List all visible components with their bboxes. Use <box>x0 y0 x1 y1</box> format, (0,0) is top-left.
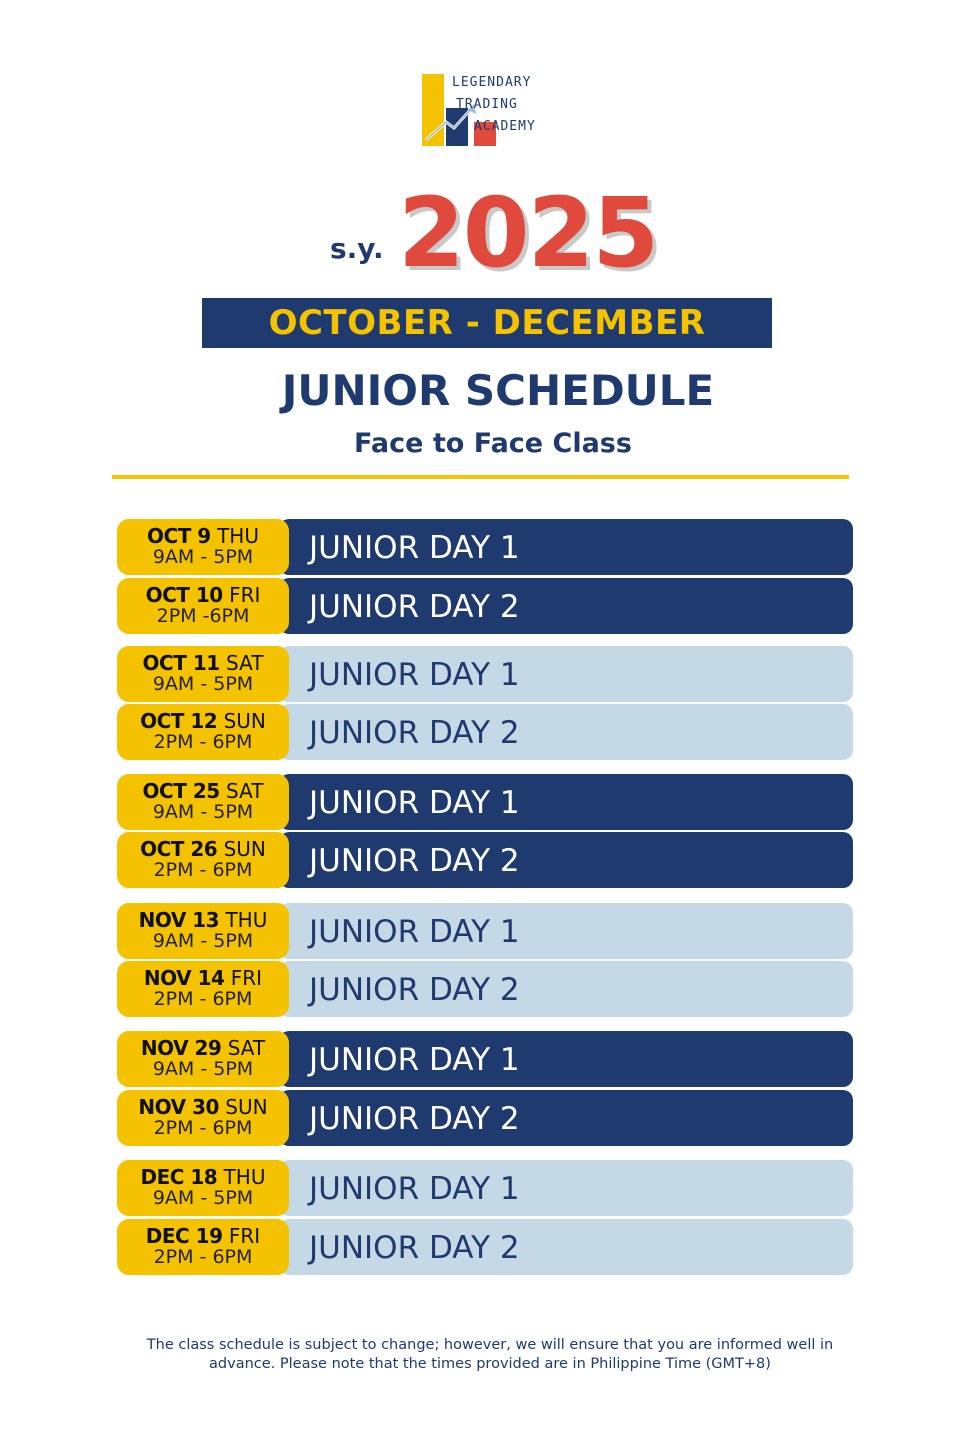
logo-line-2: TRADING <box>456 97 518 112</box>
session-time: 9AM - 5PM <box>152 930 254 952</box>
period-banner <box>202 298 772 348</box>
logo-line-3: ACADEMY <box>474 119 536 134</box>
schedule-row <box>117 832 853 888</box>
date-month-day: OCT 10 <box>145 583 223 607</box>
schedule-row <box>117 519 853 575</box>
footer-note <box>0 1336 960 1374</box>
date-month-day: DEC 19 <box>145 1224 223 1248</box>
date-weekday: FRI <box>230 966 263 990</box>
date-badge <box>117 1219 289 1275</box>
session-time: 9AM - 5PM <box>152 1187 254 1209</box>
session-label: JUNIOR DAY 1 <box>309 1042 520 1078</box>
session-label: JUNIOR DAY 1 <box>309 1171 520 1207</box>
session-time: 9AM - 5PM <box>152 673 254 695</box>
schedule-row <box>117 646 853 702</box>
school-year: 2025 <box>398 177 658 289</box>
date-month-day: OCT 25 <box>142 779 220 803</box>
date-month-day: OCT 11 <box>142 651 220 675</box>
date-badge <box>117 578 289 634</box>
session-time: 2PM -6PM <box>156 605 250 627</box>
schedule-row <box>117 1160 853 1216</box>
date-line <box>117 1219 289 1247</box>
date-weekday: SAT <box>226 779 264 803</box>
page-title: JUNIOR SCHEDULE <box>281 366 715 415</box>
session-time: 9AM - 5PM <box>152 801 254 823</box>
schedule-row <box>117 903 853 959</box>
session-label: JUNIOR DAY 1 <box>309 657 520 693</box>
date-line <box>117 1160 289 1188</box>
schedule-row <box>117 1031 853 1087</box>
divider <box>112 475 849 479</box>
date-line <box>117 1031 289 1059</box>
logo-line-1: LEGENDARY <box>452 75 532 90</box>
schedule-row <box>117 1219 853 1275</box>
date-line <box>117 961 289 989</box>
date-month-day: NOV 30 <box>138 1095 219 1119</box>
date-badge <box>117 519 289 575</box>
date-line <box>117 646 289 674</box>
date-line <box>117 578 289 606</box>
schedule-row <box>117 961 853 1017</box>
session-label: JUNIOR DAY 2 <box>309 1101 520 1137</box>
academy-logo <box>422 72 572 148</box>
date-month-day: NOV 29 <box>140 1036 222 1060</box>
date-weekday: THU <box>223 1165 266 1189</box>
session-label: JUNIOR DAY 2 <box>309 843 520 879</box>
date-weekday: THU <box>225 908 268 932</box>
page-subtitle: Face to Face Class <box>354 428 632 459</box>
session-time: 2PM - 6PM <box>153 1246 253 1268</box>
footer-note-line-2: advance. Please note that the times provided are in Philippine Time (GMT+8) <box>209 1356 771 1372</box>
date-badge <box>117 1031 289 1087</box>
session-time: 2PM - 6PM <box>153 1117 253 1139</box>
session-label: JUNIOR DAY 2 <box>309 715 520 751</box>
date-month-day: OCT 9 <box>147 524 211 548</box>
date-month-day: NOV 13 <box>138 908 220 932</box>
session-label: JUNIOR DAY 1 <box>309 914 520 950</box>
date-line <box>117 519 289 547</box>
session-time: 9AM - 5PM <box>152 1058 254 1080</box>
date-line <box>117 774 289 802</box>
date-line <box>117 903 289 931</box>
date-badge <box>117 832 289 888</box>
date-month-day: NOV 14 <box>143 966 225 990</box>
date-month-day: OCT 26 <box>140 837 218 861</box>
date-weekday: FRI <box>229 583 261 607</box>
date-badge <box>117 704 289 760</box>
schedule-row <box>117 704 853 760</box>
session-time: 2PM - 6PM <box>153 859 253 881</box>
schedule-row <box>117 578 853 634</box>
date-badge <box>117 774 289 830</box>
schedule-row <box>117 1090 853 1146</box>
session-time: 9AM - 5PM <box>152 546 254 568</box>
period-text: OCTOBER - DECEMBER <box>268 303 706 343</box>
session-label: JUNIOR DAY 1 <box>309 530 520 566</box>
school-year-label: s.y. <box>330 232 384 265</box>
date-badge <box>117 646 289 702</box>
footer-note-line-1: The class schedule is subject to change; however, we will ensure that you are informed well in <box>146 1337 834 1353</box>
session-label: JUNIOR DAY 2 <box>309 1230 520 1266</box>
date-weekday: SAT <box>226 651 264 675</box>
date-badge <box>117 903 289 959</box>
date-badge <box>117 1160 289 1216</box>
session-label: JUNIOR DAY 2 <box>309 589 520 625</box>
schedule-row <box>117 774 853 830</box>
logo-wordmark <box>452 72 536 138</box>
date-weekday: SUN <box>225 1095 268 1119</box>
date-weekday: FRI <box>228 1224 261 1248</box>
date-line <box>117 704 289 732</box>
session-time: 2PM - 6PM <box>153 988 253 1010</box>
date-weekday: SUN <box>223 709 266 733</box>
date-line <box>117 1090 289 1118</box>
session-label: JUNIOR DAY 1 <box>309 785 520 821</box>
date-weekday: THU <box>217 524 259 548</box>
session-label: JUNIOR DAY 2 <box>309 972 520 1008</box>
session-time: 2PM - 6PM <box>153 731 253 753</box>
date-weekday: SUN <box>223 837 266 861</box>
date-weekday: SAT <box>227 1036 266 1060</box>
date-month-day: DEC 18 <box>140 1165 218 1189</box>
date-line <box>117 832 289 860</box>
date-badge <box>117 1090 289 1146</box>
date-month-day: OCT 12 <box>140 709 218 733</box>
date-badge <box>117 961 289 1017</box>
